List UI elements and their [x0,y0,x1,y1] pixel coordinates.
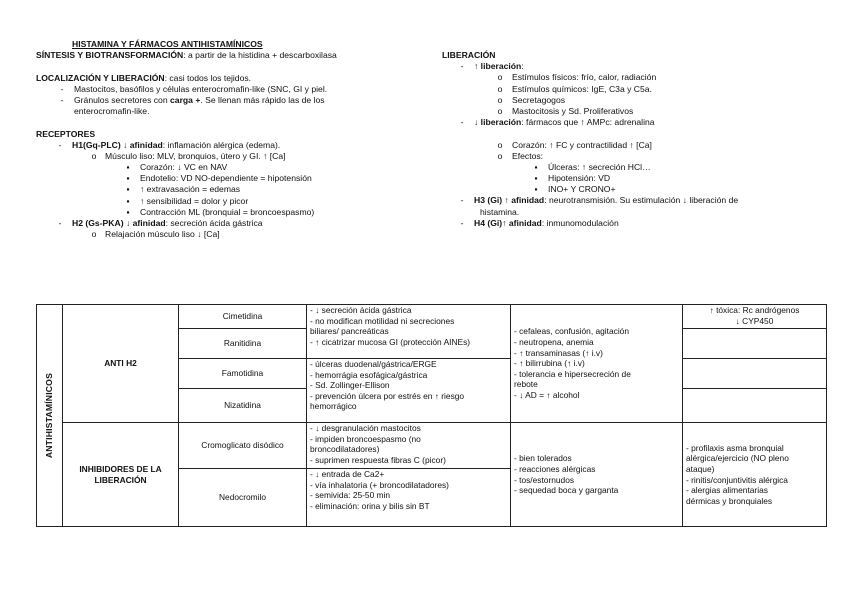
h2-effects-b: - úlceras duodenal/gástrica/ERGE - hemorrágia esofágica/gástrica - Sd. Zollinger-Ellison - prevención úlcera por estrés en ↑ riesgo hemorrágico [307,359,511,423]
inhib-uses: - profilaxis asma bronquial alérgica/ejercicio (NO pleno ataque) - rinitis/conjuntivitis alérgica - alergias alimentarias dérmicas y bronquiales [683,423,827,527]
up-item-1: o Estímulos físicos: frío, calor, radiación [497,72,657,83]
page-title: HISTAMINA Y FÁRMACOS ANTIHISTAMÍNICOS [72,39,263,49]
down-item-1: o Corazón: ↑ FC y contractilidad ↑ [Ca] [497,139,652,150]
h1-bullet-4: ▪ ↑ sensibilidad = dolor y picor [126,195,249,206]
empty-cell-3 [683,389,827,423]
h1-line: - H1(Gq-PLC) ↓ afinidad: inflamación alérgica (edema). [58,139,281,150]
h2-adverse: - cefaleas, confusión, agitación - neutropena, anemia - ↑ transaminasas (↑ i.v) - ↑ bilirrubina (↑ i.v) - tolerancia e hipersecreción de rebote - ↓ AD = ↑ alcohol [511,305,683,423]
down-bullet-1: ▪ Úlceras: ↑ secreción HCl… [534,161,651,172]
inhibidores-cell: INHIBIDORES DE LA LIBERACIÓN [63,423,179,527]
empty-cell-2 [683,359,827,389]
up-line: - ↑ liberación: [460,61,524,72]
up-item-2: o Estímulos químicos: IgE, C3a y C5a. [497,83,652,94]
loc-item-2: - Gránulos secretores con carga +. Se llenan más rápido las de los [60,94,325,105]
h4-line: - H4 (Gi)↑ afinidad: inmunomodulación [460,217,619,228]
anti-h2-cell: ANTI H2 [63,305,179,423]
right-column [442,50,738,229]
down-line: - ↓ liberación: fármacos que ↑ AMPc: adrenalina [460,117,655,128]
h1-bullet-2: ▪ Endotelio: VD NO-dependiente = hipotensión [126,173,312,184]
drug-nedocromilo: Nedocromilo [179,469,307,527]
liberacion-heading: LIBERACIÓN [442,50,496,60]
inhib-effects-b: - ↓ entrada de Ca2+ - vía inhalatoria (+ broncodilatadores) - semivida: 25-50 min - eliminación: orina y bilis sin BT [307,469,511,527]
h2-effects-a: - ↓ secreción ácida gástrica - no modifican motilidad ni secreciones biliares/ pancreáticas - ↑ cicatrizar mucosa GI (protección AINEs) [307,305,511,359]
up-item-4: o Mastocitosis y Sd. Proliferativos [497,105,634,116]
h2-toxic: ↑ tóxica: Rc andrógenos ↓ CYP450 [683,305,827,329]
drug-cromoglicato: Cromoglicato disódico [179,423,307,469]
down-bullet-3: ▪ INO+ Y CRONO+ [534,184,616,195]
down-bullet-2: ▪ Hipotensión: VD [534,173,611,184]
drug-famotidina: Famotidina [179,359,307,389]
h2-sub: o Relajación músculo liso ↓ [Ca] [91,229,220,240]
localizacion-line: LOCALIZACIÓN Y LIBERACIÓN: casi todos los tejidos. [36,72,252,83]
h2-line: - H2 (Gs-PKA) ↓ afinidad: secreción ácida gástrica [58,218,263,228]
drug-nizatidina: Nizatidina [179,389,307,423]
up-item-3: o Secretagogos [497,94,566,105]
down-item-2: o Efectos: [497,150,544,161]
h1-bullet-1: ▪ Corazón: ↓ VC en NAV [126,162,228,173]
inhib-adverse: - bien tolerados - reacciones alérgicas - tos/estornudos - sequedad boca y garganta [511,423,683,527]
h3-line: - H3 (Gi) ↑ afinidad: neurotransmisión. Su estimulación ↓ liberación de [460,195,739,206]
h1-bullet-5: ▪ Contracción ML (bronquial = broncoespasmo) [126,206,315,217]
left-column [36,39,337,240]
empty-cell-1 [683,329,827,359]
sintesis-line: SÍNTESIS Y BIOTRANSFORMACIÓN: a partir de la histidina + descarboxilasa [36,50,337,61]
drug-ranitidina: Ranitidina [179,329,307,359]
drug-cimetidina: Cimetidina [179,305,307,329]
side-label-cell: ANTIHISTAMÍNICOS [37,305,63,527]
receptores-heading: RECEPTORES [36,128,96,139]
loc-item-2-cont: enterocromafin-like. [74,106,150,117]
antihistaminicos-table [36,304,827,527]
h3-line-cont: histamina. [480,206,520,217]
h1-bullet-3: ▪ ↑ extravasación = edemas [126,184,241,195]
h1-sub: o Músculo liso: MLV, bronquios, útero y GI. ↑ [Ca] [91,150,286,161]
loc-item-1: - Mastocitos, basófilos y células enterocromafin-like (SNC, GI y piel. [60,83,328,94]
inhib-effects-a: - ↓ desgranulación mastocitos - impiden broncoespasmo (no broncodilatadores) - suprimen respuesta fibras C (picor) [307,423,511,469]
